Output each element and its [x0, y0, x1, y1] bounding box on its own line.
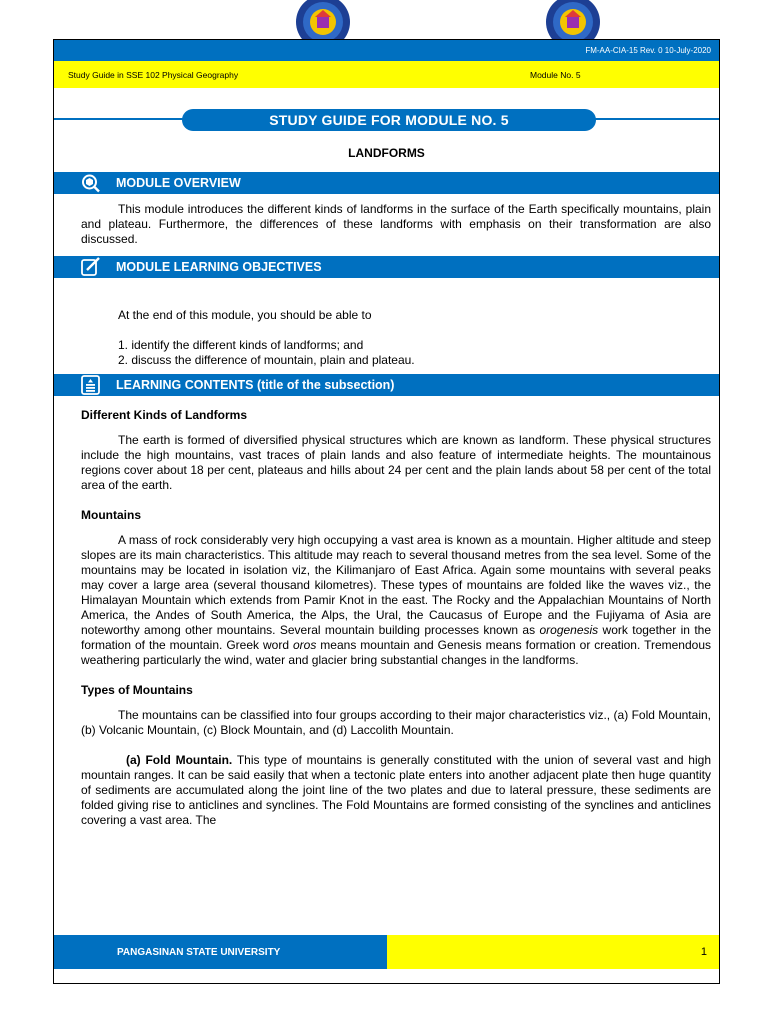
course-title: Study Guide in SSE 102 Physical Geography — [68, 69, 239, 80]
page-number: 1 — [387, 935, 719, 969]
university-seal-logo-left — [293, 0, 353, 44]
term-oros: oros — [292, 638, 317, 652]
page-footer — [54, 935, 719, 969]
section-heading: MODULE LEARNING OBJECTIVES — [116, 260, 322, 274]
subheading-types-of-mountains: Types of Mountains — [81, 683, 193, 697]
objectives-intro: At the end of this module, you should be able to — [118, 308, 372, 322]
form-code-bar — [54, 40, 719, 61]
footer-university: PANGASINAN STATE UNIVERSITY — [54, 935, 387, 969]
search-icon — [80, 173, 102, 193]
study-guide-page — [53, 39, 720, 984]
objective-item: 1. identify the different kinds of landforms; and — [118, 338, 364, 352]
text-run: means mountain and Genesis means formation or creation. Tremendous weathering particularly the wind, water and glacier bring substantial changes in the landforms. — [81, 638, 712, 667]
paragraph-types: The mountains can be classified into four groups according to their major characteristics viz., (a) Fold Mountain, (b) Volcanic Mountain, (c) Block Mountain, and (d) Laccolith Mountain. — [81, 708, 711, 737]
form-code: FM-AA-CIA-15 Rev. 0 10-July-2020 — [585, 46, 711, 55]
section-heading: LEARNING CONTENTS (title of the subsection) — [116, 378, 395, 392]
section-heading: MODULE OVERVIEW — [116, 176, 241, 190]
subheading-mountains: Mountains — [81, 508, 141, 522]
paragraph-landforms: The earth is formed of diversified physical structures which are known as landform. These physical structures include the high mountains, vast traces of plain lands and also feature of intermediate heights. The mountainous regions cover about 18 per cent, plateaus and hills about 24 per cent and the plain lands about 58 per cent of the total area of the earth. — [81, 433, 711, 492]
overview-paragraph: This module introduces the different kinds of landforms in the surface of the Earth specifically mountains, plain and plateau. Furthermore, the differences of these landforms with emphasis on their transformation are also discussed. — [81, 202, 711, 246]
term-orogenesis: orogenesis — [539, 623, 599, 637]
text-run: A mass of rock considerably very high occupying a vast area is known as a mountain. Higher altitude and steep slopes are its main characteristics. This altitude may reach to several thousand metres from the sea level. Some of the mountains may be located in isolation viz, the Kilimanjaro of East Africa. Again some mountains with several peaks may cover a large area (several thousand kilometres). These types of mountains are folded like the waves viz., the Himalayan Mountain which extends from Pamir Knot in the east. The Rocky and the Appalachian Mountains of North America, the Andes of South America, the Alps, the Ural, the Caucasus of Europe and the Fujiyama of Asia are noteworthy among other mountains. Several mountain building processes known as — [81, 533, 711, 637]
overview-body — [54, 202, 719, 247]
paragraph-mountains — [81, 533, 711, 668]
fold-mountain-label: (a) Fold Mountain. — [126, 753, 233, 767]
module-number: Module No. 5 — [530, 69, 581, 80]
objective-item: 2. discuss the difference of mountain, plain and plateau. — [118, 353, 415, 367]
section-learning-contents — [54, 374, 719, 396]
section-learning-objectives — [54, 256, 719, 278]
section-module-overview — [54, 172, 719, 194]
text-run: This type of mountains is generally constituted with the union of several vast and high mountain ranges. It can be said easily that when a tectonic plate enters into another adjacent plate then huge quantity of sediments are accumulated along the joint line of the two plates and due to lateral pressure, these sediments are folded giving rise to anticlines and synclines. The Fold Mountains are formed consisting of the synclines and anticlines covering a vast area. The — [81, 753, 711, 827]
title-banner — [54, 88, 719, 132]
edit-icon — [80, 257, 102, 277]
text-run: work together in the formation of the mountain. Greek word — [81, 623, 711, 652]
contents-body — [54, 408, 719, 828]
page-title: STUDY GUIDE FOR MODULE NO. 5 — [182, 109, 596, 131]
objectives-body — [54, 308, 719, 368]
course-bar — [54, 61, 719, 88]
subheading-landforms: Different Kinds of Landforms — [81, 408, 248, 422]
topic-heading: LANDFORMS — [348, 146, 425, 160]
paragraph-fold-mountain — [81, 753, 711, 828]
university-seal-logo-right — [543, 0, 603, 44]
document-icon — [80, 375, 102, 395]
